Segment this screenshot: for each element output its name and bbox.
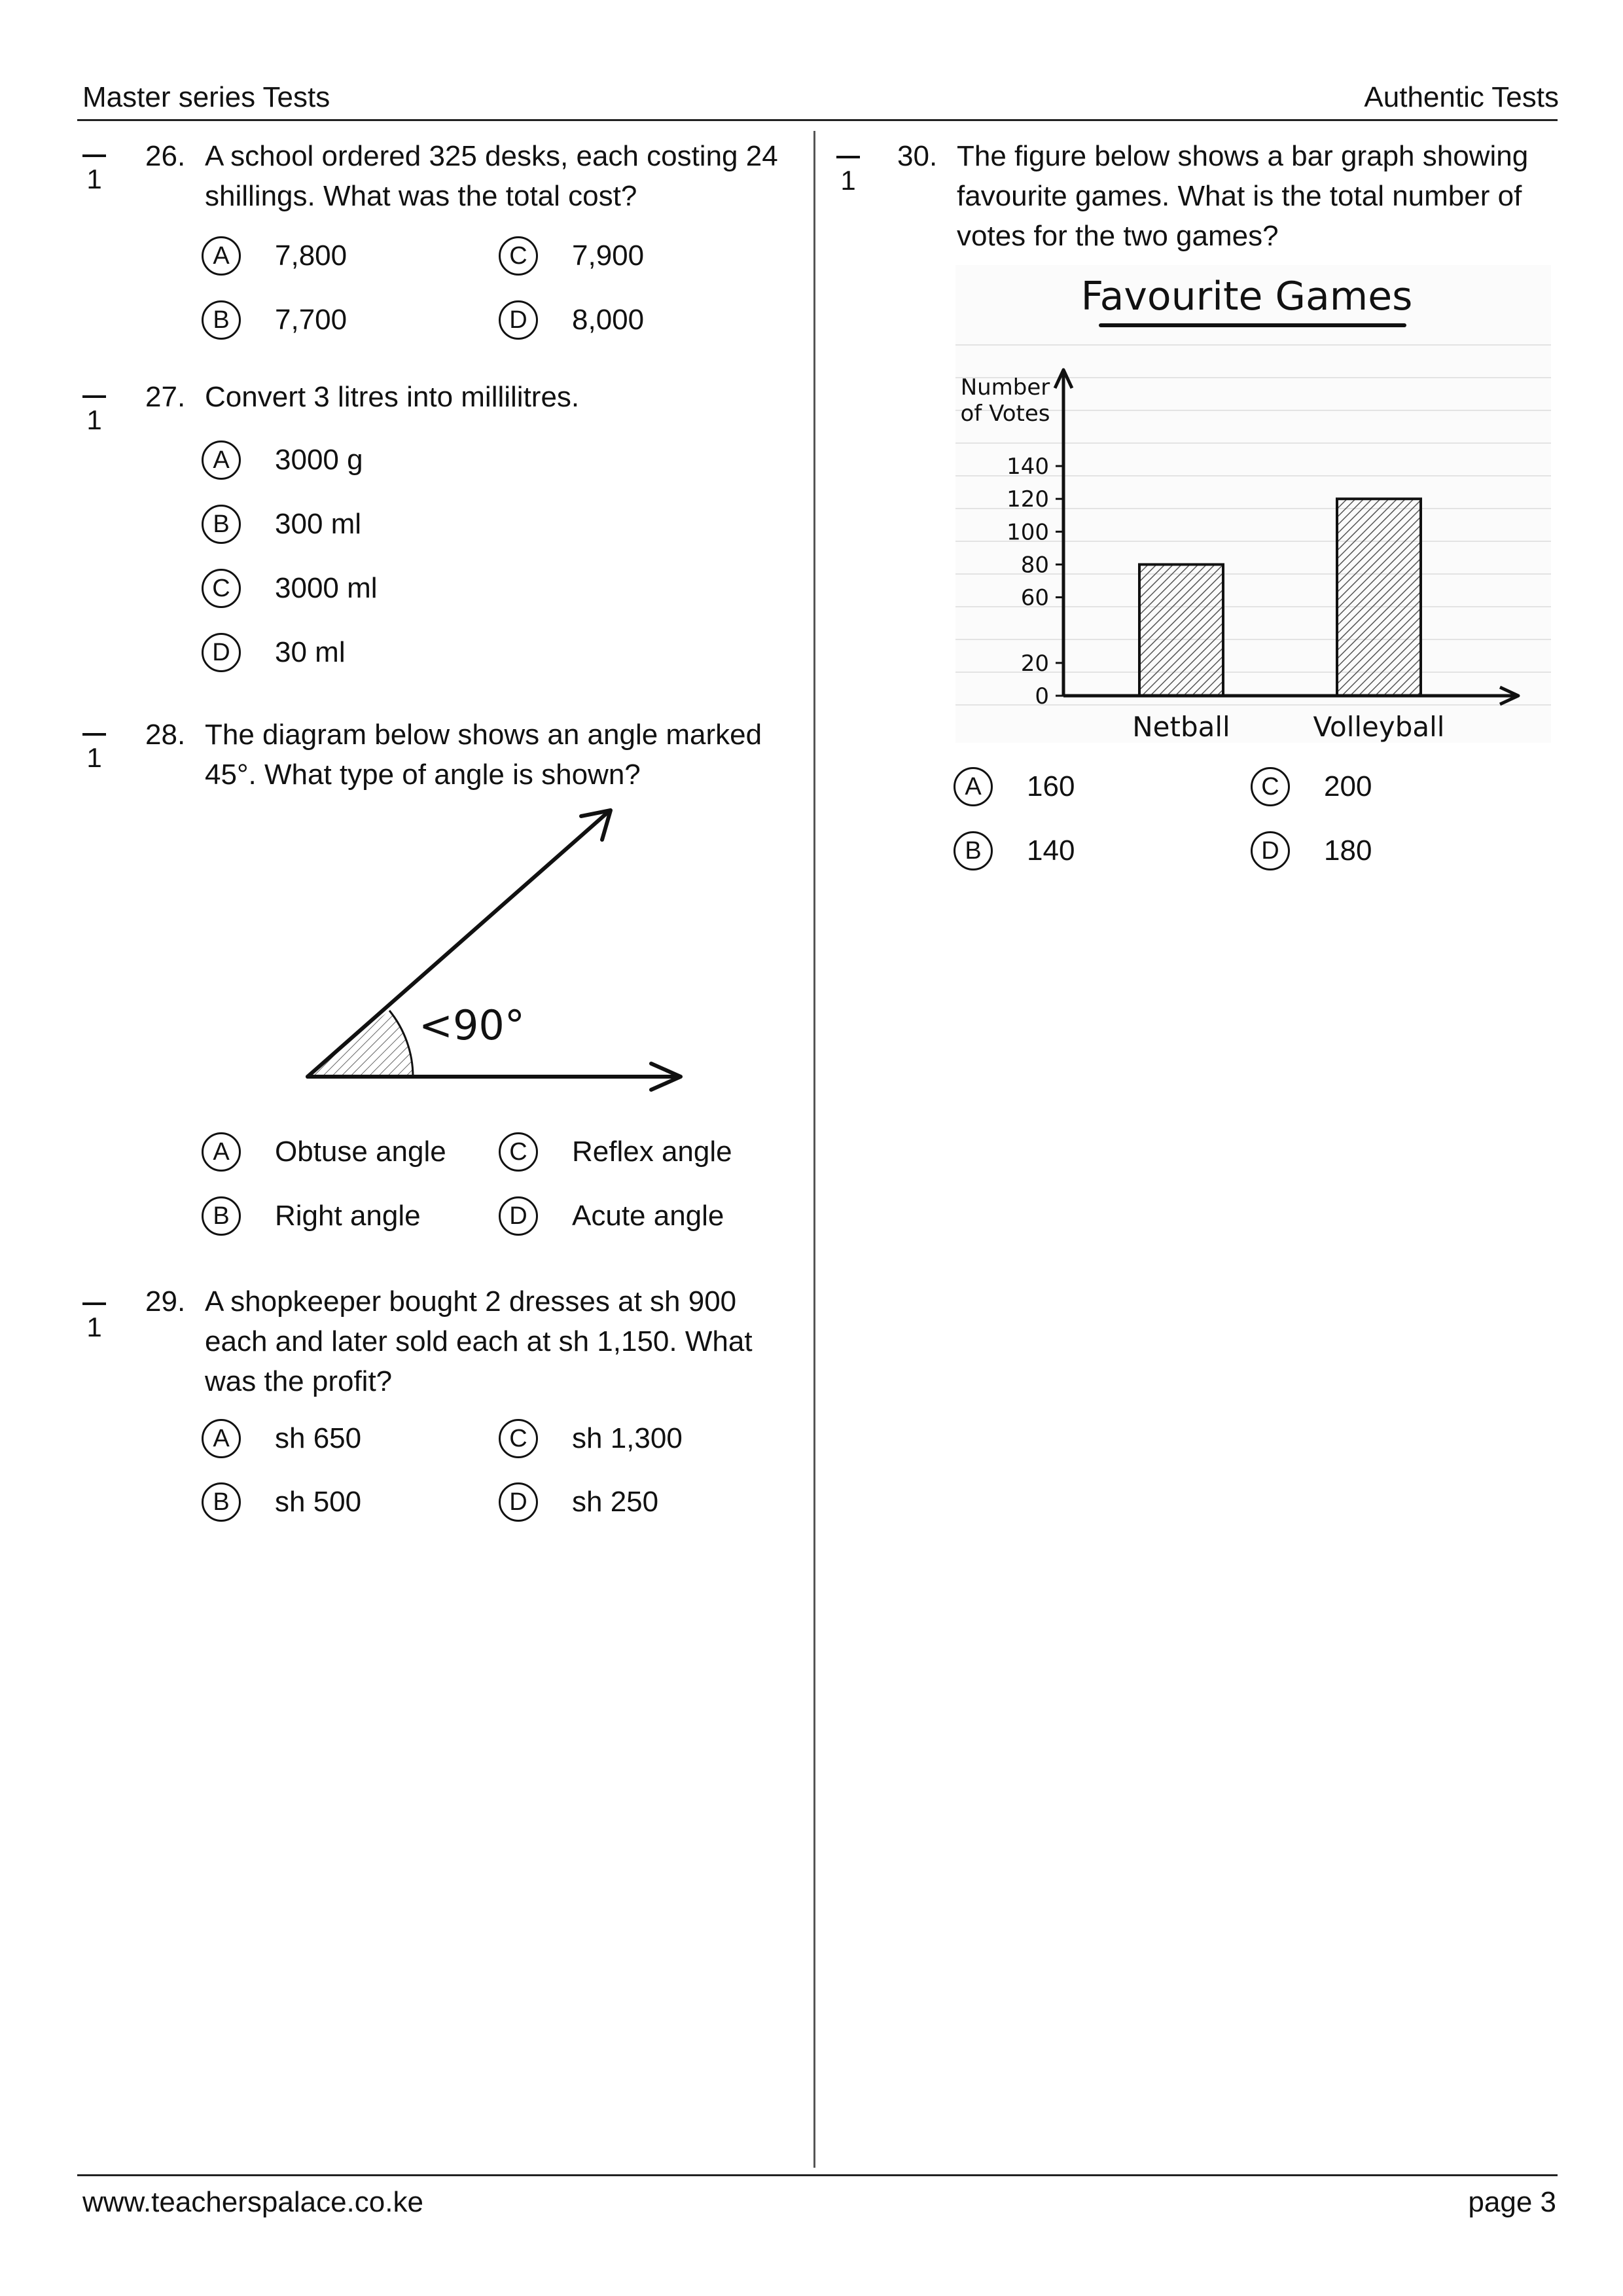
footer-url: www.teacherspalace.co.ke xyxy=(82,2186,423,2218)
q28-text: The diagram below shows an angle marked 45°. What type of angle is shown? xyxy=(205,719,762,791)
y-tick-label: 0 xyxy=(1035,683,1049,709)
q26-option-a[interactable] xyxy=(202,234,347,278)
favourite-games-chart xyxy=(955,265,1551,743)
q29-option-d[interactable] xyxy=(499,1480,658,1524)
option-text: 180 xyxy=(1324,834,1372,867)
q27-option-d[interactable] xyxy=(202,631,346,674)
y-tick-label: 100 xyxy=(1007,519,1049,546)
q29-option-c[interactable] xyxy=(499,1417,683,1460)
q28-marks: 1 xyxy=(81,733,107,774)
q28-option-d[interactable] xyxy=(499,1194,724,1238)
y-tick-label: 60 xyxy=(1020,584,1049,611)
option-text: sh 1,300 xyxy=(572,1422,683,1454)
option-text: 7,900 xyxy=(572,240,645,272)
category-label: Netball xyxy=(1132,711,1230,743)
option-text: 3000 ml xyxy=(275,572,378,604)
header-rule xyxy=(77,119,1558,121)
q27-option-a[interactable] xyxy=(202,439,363,482)
option-text: 3000 g xyxy=(275,444,363,476)
bar-netball xyxy=(1139,564,1223,696)
q30-number: 30. xyxy=(897,140,938,172)
option-text: 200 xyxy=(1324,770,1372,802)
option-letter-circle: A xyxy=(202,1419,241,1458)
q30-marks: 1 xyxy=(835,156,861,196)
header-right: Authentic Tests xyxy=(1364,81,1559,113)
q28-option-b[interactable] xyxy=(202,1194,421,1238)
column-divider xyxy=(813,131,815,2168)
q30-option-c[interactable] xyxy=(1251,765,1372,808)
option-letter-circle: B xyxy=(954,831,993,870)
option-letter-circle: C xyxy=(499,1132,538,1172)
q27-number: 27. xyxy=(145,381,186,413)
option-letter-circle: A xyxy=(202,440,241,480)
option-letter-circle: C xyxy=(499,236,538,276)
q27-marks: 1 xyxy=(81,395,107,436)
option-text: sh 250 xyxy=(572,1486,659,1518)
y-axis-label-line1: Number xyxy=(960,374,1050,401)
option-letter-circle: B xyxy=(202,1196,241,1236)
q30-text: The figure below shows a bar graph showing favourite games. What is the total number of votes for the two games? xyxy=(957,140,1529,252)
option-text: 140 xyxy=(1027,834,1075,867)
q30-option-b[interactable] xyxy=(954,829,1075,872)
option-letter-circle: D xyxy=(499,1482,538,1522)
chart-title: Favourite Games xyxy=(1080,274,1413,319)
option-letter-circle: A xyxy=(202,1132,241,1172)
option-letter-circle: D xyxy=(1251,831,1290,870)
option-text: 300 ml xyxy=(275,508,362,540)
footer-rule xyxy=(77,2174,1558,2176)
q28-option-a[interactable] xyxy=(202,1130,446,1174)
q29-text: A shopkeeper bought 2 dresses at sh 900 each and later sold each at sh 1,150. What was the profit? xyxy=(205,1285,753,1397)
q26-number: 26. xyxy=(145,140,186,172)
y-tick-label: 120 xyxy=(1007,486,1049,513)
option-text: Reflex angle xyxy=(572,1136,732,1168)
option-text: 7,700 xyxy=(275,304,348,336)
q29-marks: 1 xyxy=(81,1302,107,1343)
q26-option-b[interactable] xyxy=(202,298,347,342)
option-letter-circle: C xyxy=(202,569,241,608)
option-letter-circle: B xyxy=(202,300,241,340)
q29-number: 29. xyxy=(145,1285,186,1318)
q29-option-a[interactable] xyxy=(202,1417,361,1460)
option-letter-circle: D xyxy=(499,300,538,340)
option-text: 7,800 xyxy=(275,240,348,272)
option-text: 30 ml xyxy=(275,636,346,668)
option-text: Right angle xyxy=(275,1200,421,1232)
q26-option-c[interactable] xyxy=(499,234,644,278)
option-letter-circle: A xyxy=(202,236,241,276)
option-letter-circle: B xyxy=(202,505,241,544)
angle-diagram xyxy=(294,798,707,1100)
q28-option-c[interactable] xyxy=(499,1130,732,1174)
header-left: Master series Tests xyxy=(82,81,330,113)
q28-number: 28. xyxy=(145,719,186,751)
y-tick-label: 20 xyxy=(1020,650,1049,677)
option-text: sh 650 xyxy=(275,1422,362,1454)
q27-text: Convert 3 litres into millilitres. xyxy=(205,381,580,413)
q26-text: A school ordered 325 desks, each costing 24 shillings. What was the total cost? xyxy=(205,140,778,212)
page-number: page 3 xyxy=(1468,2186,1556,2218)
y-axis-label-line2: of Votes xyxy=(960,401,1050,427)
option-text: Obtuse angle xyxy=(275,1136,446,1168)
option-text: 8,000 xyxy=(572,304,645,336)
option-letter-circle: D xyxy=(202,633,241,672)
y-tick-label: 80 xyxy=(1020,552,1049,579)
q30-option-d[interactable] xyxy=(1251,829,1372,872)
q26-marks: 1 xyxy=(81,154,107,195)
q27-option-b[interactable] xyxy=(202,503,361,546)
bar-volleyball xyxy=(1337,499,1421,696)
option-letter-circle: B xyxy=(202,1482,241,1522)
option-text: 160 xyxy=(1027,770,1075,802)
angle-label: <90° xyxy=(419,1001,525,1049)
option-letter-circle: C xyxy=(499,1419,538,1458)
option-letter-circle: C xyxy=(1251,767,1290,806)
y-tick-label: 140 xyxy=(1007,454,1049,480)
option-letter-circle: A xyxy=(954,767,993,806)
option-letter-circle: D xyxy=(499,1196,538,1236)
q26-option-d[interactable] xyxy=(499,298,644,342)
option-text: Acute angle xyxy=(572,1200,724,1232)
q27-option-c[interactable] xyxy=(202,567,378,610)
category-label: Volleyball xyxy=(1313,711,1445,743)
q29-option-b[interactable] xyxy=(202,1480,361,1524)
q30-option-a[interactable] xyxy=(954,765,1075,808)
option-text: sh 500 xyxy=(275,1486,362,1518)
